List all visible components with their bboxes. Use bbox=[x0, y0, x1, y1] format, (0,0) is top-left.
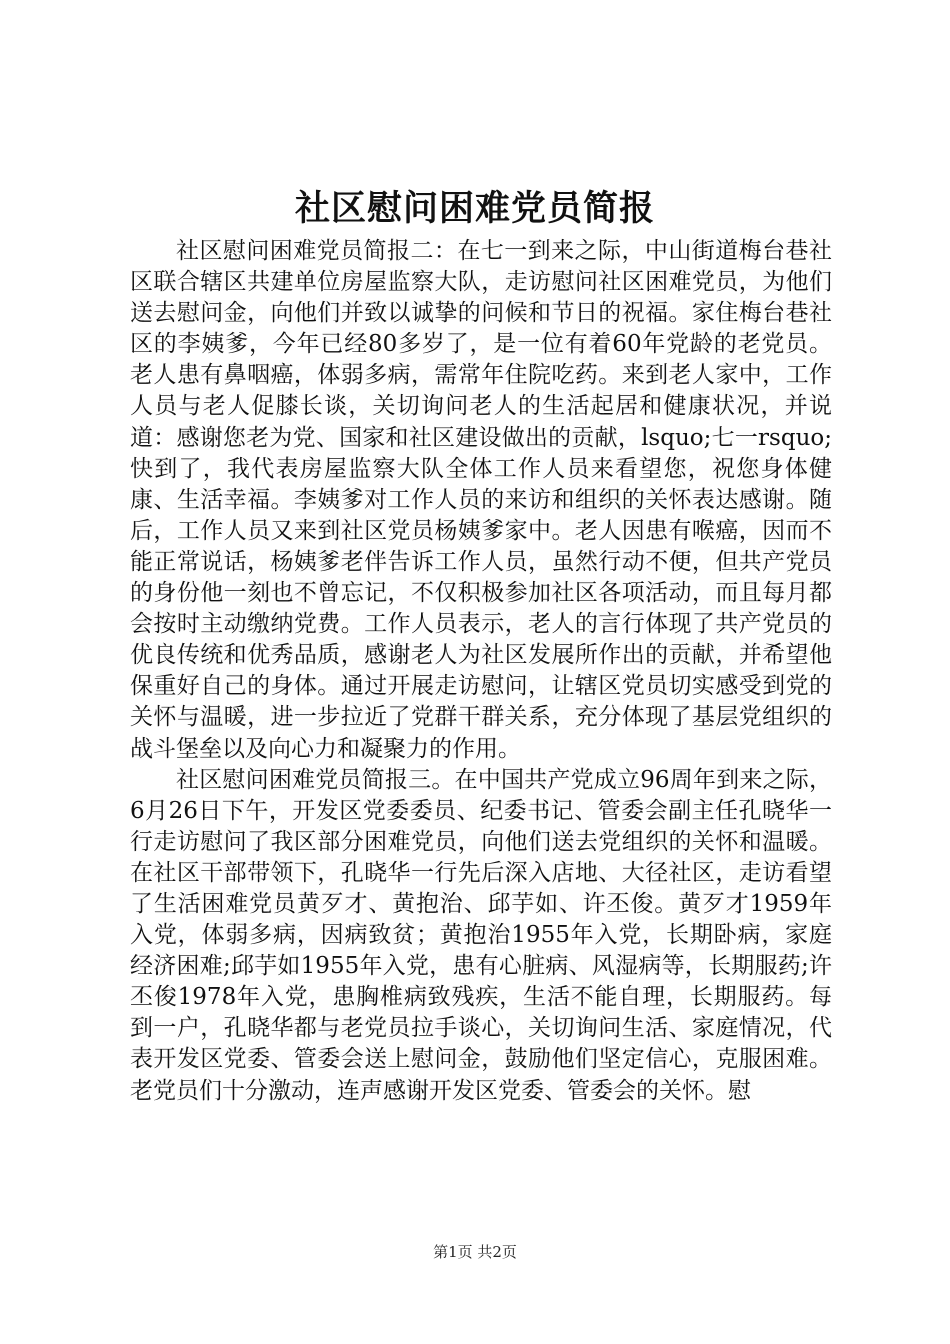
paragraph-2: 社区慰问困难党员简报三。在中国共产党成立96周年到来之际，6月26日下午，开发区党委委员、纪委书记、管委会副主任孔晓华一行走访慰问了我区部分困难党员，向他们送去党组织的关怀和温暖。在社区干部带领下，孔晓华一行先后深入店地、大径社区，走访看望了生活困难党员黄歹才、黄抱治、邱芋如、许丕俊。黄歹才1959年入党，体弱多病，因病致贫；黄抱治1955年入党，长期卧病，家庭经济困难;邱芋如1955年入党，患有心脏病、风湿病等，长期服药;许丕俊1978年入党，患胸椎病致残疾，生活不能自理，长期服药。每到一户，孔晓华都与老党员拉手谈心，关切询问生活、家庭情况，代表开发区党委、管委会送上慰问金，鼓励他们坚定信心，克服困难。老党员们十分激动，连声感谢开发区党委、管委会的关怀。慰 bbox=[130, 766, 832, 1104]
page-footer bbox=[0, 1242, 950, 1262]
page-number: 第1页 共2页 bbox=[433, 1243, 517, 1261]
paragraph-1: 社区慰问困难党员简报二：在七一到来之际，中山街道梅台巷社区联合辖区共建单位房屋监察大队，走访慰问社区困难党员，为他们送去慰问金，向他们并致以诚挚的问候和节日的祝福。家住梅台巷社区的李姨爹，今年已经80多岁了，是一位有着60年党龄的老党员。老人患有鼻咽癌，体弱多病，需常年住院吃药。来到老人家中，工作人员与老人促膝长谈，关切询问老人的生活起居和健康状况，并说道：感谢您老为党、国家和社区建设做出的贡献，lsquo;七一rsquo;快到了，我代表房屋监察大队全体工作人员来看望您，祝您身体健康、生活幸福。李姨爹对工作人员的来访和组织的关怀表达感谢。随后，工作人员又来到社区党员杨姨爹家中。老人因患有喉癌，因而不能正常说话，杨姨爹老伴告诉工作人员，虽然行动不便，但共产党员的身份他一刻也不曾忘记，不仅积极参加社区各项活动，而且每月都会按时主动缴纳党费。工作人员表示，老人的言行体现了共产党员的优良传统和优秀品质，感谢老人为社区发展所作出的贡献，并希望他保重好自己的身体。通过开展走访慰问，让辖区党员切实感受到党的关怀与温暖，进一步拉近了党群干群关系，充分体现了基层党组织的战斗堡垒以及向心力和凝聚力的作用。 bbox=[130, 238, 832, 762]
document-body bbox=[130, 236, 832, 1107]
document-title: 社区慰问困难党员简报 bbox=[294, 188, 655, 229]
